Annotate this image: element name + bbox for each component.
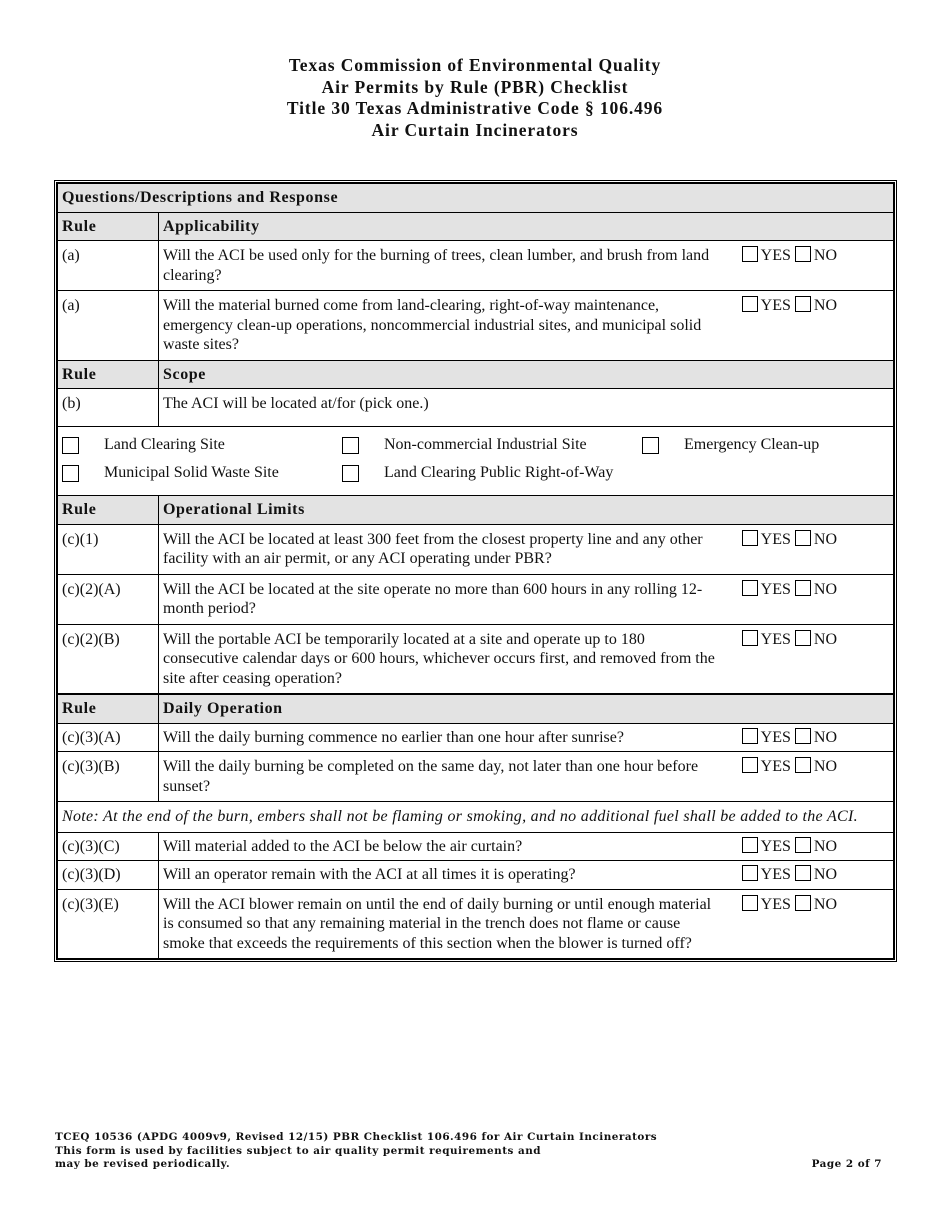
rule-cell: (c)(3)(D): [58, 861, 159, 890]
scope-options-row: [58, 427, 894, 496]
table-row: [58, 752, 894, 802]
table-row: [58, 889, 894, 959]
option-checkbox[interactable]: [642, 437, 659, 454]
rule-cell: (a): [58, 291, 159, 361]
table-row: [58, 624, 894, 694]
no-checkbox[interactable]: [795, 757, 811, 773]
question-text: The ACI will be located at/for (pick one.): [159, 389, 894, 427]
question-text: Will an operator remain with the ACI at all times it is operating?: [163, 866, 576, 883]
no-label: NO: [813, 758, 837, 775]
table-row: [58, 574, 894, 624]
rule-cell: (c)(2)(B): [58, 624, 159, 694]
question-text: Will the ACI be used only for the burning of trees, clean lumber, and brush from land clearing?: [163, 247, 710, 284]
option-checkbox[interactable]: [342, 465, 359, 482]
question-text: Will the portable ACI be temporarily located at a site and operate up to 180 consecutive calendar days or 600 hours, whichever occurs first, and removed from the site after ceasing operation?: [163, 630, 715, 687]
rule-header: Rule: [58, 360, 159, 389]
no-label: NO: [813, 895, 837, 913]
option-land-clearing-public-right-of-way: Land Clearing Public Right-of-Way: [384, 464, 614, 482]
no-label: NO: [813, 580, 837, 598]
section-header-row: [58, 694, 894, 723]
option-land-clearing-site: Land Clearing Site: [104, 436, 225, 454]
yes-checkbox[interactable]: [742, 246, 758, 262]
table-row: [58, 524, 894, 574]
yes-label: YES: [760, 866, 791, 883]
no-checkbox[interactable]: [795, 630, 811, 646]
option-municipal-solid-waste-site: Municipal Solid Waste Site: [104, 464, 279, 482]
subject-title: Air Curtain Incinerators: [371, 119, 579, 140]
no-checkbox[interactable]: [795, 246, 811, 262]
no-label: NO: [813, 247, 837, 264]
rule-cell: (c)(2)(A): [58, 574, 159, 624]
yes-label: YES: [760, 758, 791, 775]
no-label: NO: [813, 728, 837, 746]
rule-header: Rule: [58, 212, 159, 241]
rule-cell: (a): [58, 241, 159, 291]
no-checkbox[interactable]: [795, 837, 811, 853]
form-identifier: TCEQ 10536 (APDG 4009v9, Revised 12/15) PBR Checklist 106.496 for Air Curtain Incinerators: [55, 1131, 658, 1143]
table-row: [58, 832, 894, 861]
note-row: [58, 802, 894, 833]
checklist-title: Air Permits by Rule (PBR) Checklist: [321, 76, 629, 97]
table-row: [58, 389, 894, 427]
question-text: Will the material burned come from land-clearing, right-of-way maintenance, emergency clean-up operations, noncommercial industrial sites, and municipal solid waste sites?: [163, 297, 702, 353]
table-row: [58, 241, 894, 291]
no-label: NO: [813, 530, 837, 548]
no-label: NO: [813, 297, 837, 314]
option-checkbox[interactable]: [342, 437, 359, 454]
checklist-table: [57, 183, 894, 959]
option-checkbox[interactable]: [62, 465, 79, 482]
section-header-row: [58, 212, 894, 241]
section-header-row: [58, 496, 894, 525]
section-heading-applicability: Applicability: [159, 212, 894, 241]
yes-label: YES: [760, 247, 791, 264]
no-checkbox[interactable]: [795, 865, 811, 881]
form-usage-note: This form is used by facilities subject to air quality permit requirements and: [55, 1144, 542, 1157]
yes-checkbox[interactable]: [742, 580, 758, 596]
yes-label: YES: [760, 837, 791, 855]
table-title-row: [58, 184, 894, 213]
question-text: Will the ACI be located at least 300 feet from the closest property line and any other facility with an air permit, or any ACI operating under PBR?: [163, 530, 703, 567]
no-label: NO: [813, 630, 837, 648]
no-checkbox[interactable]: [795, 728, 811, 744]
rule-cell: (b): [58, 389, 159, 427]
yes-label: YES: [760, 580, 791, 598]
table-row: [58, 861, 894, 890]
no-checkbox[interactable]: [795, 580, 811, 596]
question-text: Will the daily burning commence no earlier than one hour after sunrise?: [163, 728, 624, 746]
table-row: [58, 291, 894, 361]
yes-label: YES: [760, 630, 791, 648]
rule-cell: (c)(3)(A): [58, 723, 159, 752]
table-title: Questions/Descriptions and Response: [58, 184, 894, 213]
option-non-commercial-industrial-site: Non-commercial Industrial Site: [384, 436, 587, 454]
section-header-row: [58, 360, 894, 389]
section-heading-scope: Scope: [159, 360, 894, 389]
code-title: Title 30 Texas Administrative Code § 106.496: [286, 98, 664, 118]
agency-title: Texas Commission of Environmental Quality: [288, 55, 662, 75]
yes-checkbox[interactable]: [742, 837, 758, 853]
rule-cell: (c)(3)(B): [58, 752, 159, 802]
document-header: [0, 55, 950, 141]
no-checkbox[interactable]: [795, 530, 811, 546]
revision-note: may be revised periodically.: [55, 1158, 231, 1170]
section-heading-operational-limits: Operational Limits: [159, 496, 894, 525]
yes-label: YES: [760, 895, 791, 913]
rule-cell: (c)(3)(C): [58, 832, 159, 861]
page-number: Page 2 of 7: [811, 1158, 882, 1170]
rule-header: Rule: [58, 496, 159, 525]
yes-checkbox[interactable]: [742, 296, 758, 312]
document-footer: [55, 1131, 882, 1172]
no-label: NO: [813, 866, 837, 883]
yes-checkbox[interactable]: [742, 895, 758, 911]
option-checkbox[interactable]: [62, 437, 79, 454]
yes-label: YES: [760, 728, 791, 746]
rule-header: Rule: [58, 694, 159, 723]
burn-note: Note: At the end of the burn, embers shall not be flaming or smoking, and no additional fuel shall be added to the ACI.: [58, 802, 894, 833]
question-text: Will the ACI be located at the site operate no more than 600 hours in any rolling 12-month period?: [163, 580, 703, 617]
yes-checkbox[interactable]: [742, 630, 758, 646]
yes-checkbox[interactable]: [742, 530, 758, 546]
rule-cell: (c)(3)(E): [58, 889, 159, 959]
no-checkbox[interactable]: [795, 296, 811, 312]
rule-cell: (c)(1): [58, 524, 159, 574]
yes-label: YES: [760, 297, 791, 314]
yes-checkbox[interactable]: [742, 757, 758, 773]
yes-checkbox[interactable]: [742, 728, 758, 744]
no-checkbox[interactable]: [795, 895, 811, 911]
question-text: Will material added to the ACI be below the air curtain?: [163, 837, 523, 855]
table-row: [58, 723, 894, 752]
yes-checkbox[interactable]: [742, 865, 758, 881]
no-label: NO: [813, 837, 837, 855]
question-text: Will the daily burning be completed on the same day, not later than one hour before sunset?: [163, 758, 699, 795]
question-text: Will the ACI blower remain on until the end of daily burning or until enough material is consumed so that any remaining material in the trench does not flame or cause smoke that exceeds the requirements of this section when the blower is turned off?: [163, 895, 712, 952]
option-emergency-clean-up: Emergency Clean-up: [684, 436, 820, 454]
checklist-table-frame: [54, 180, 897, 962]
section-heading-daily-operation: Daily Operation: [159, 694, 894, 723]
yes-label: YES: [760, 530, 791, 548]
